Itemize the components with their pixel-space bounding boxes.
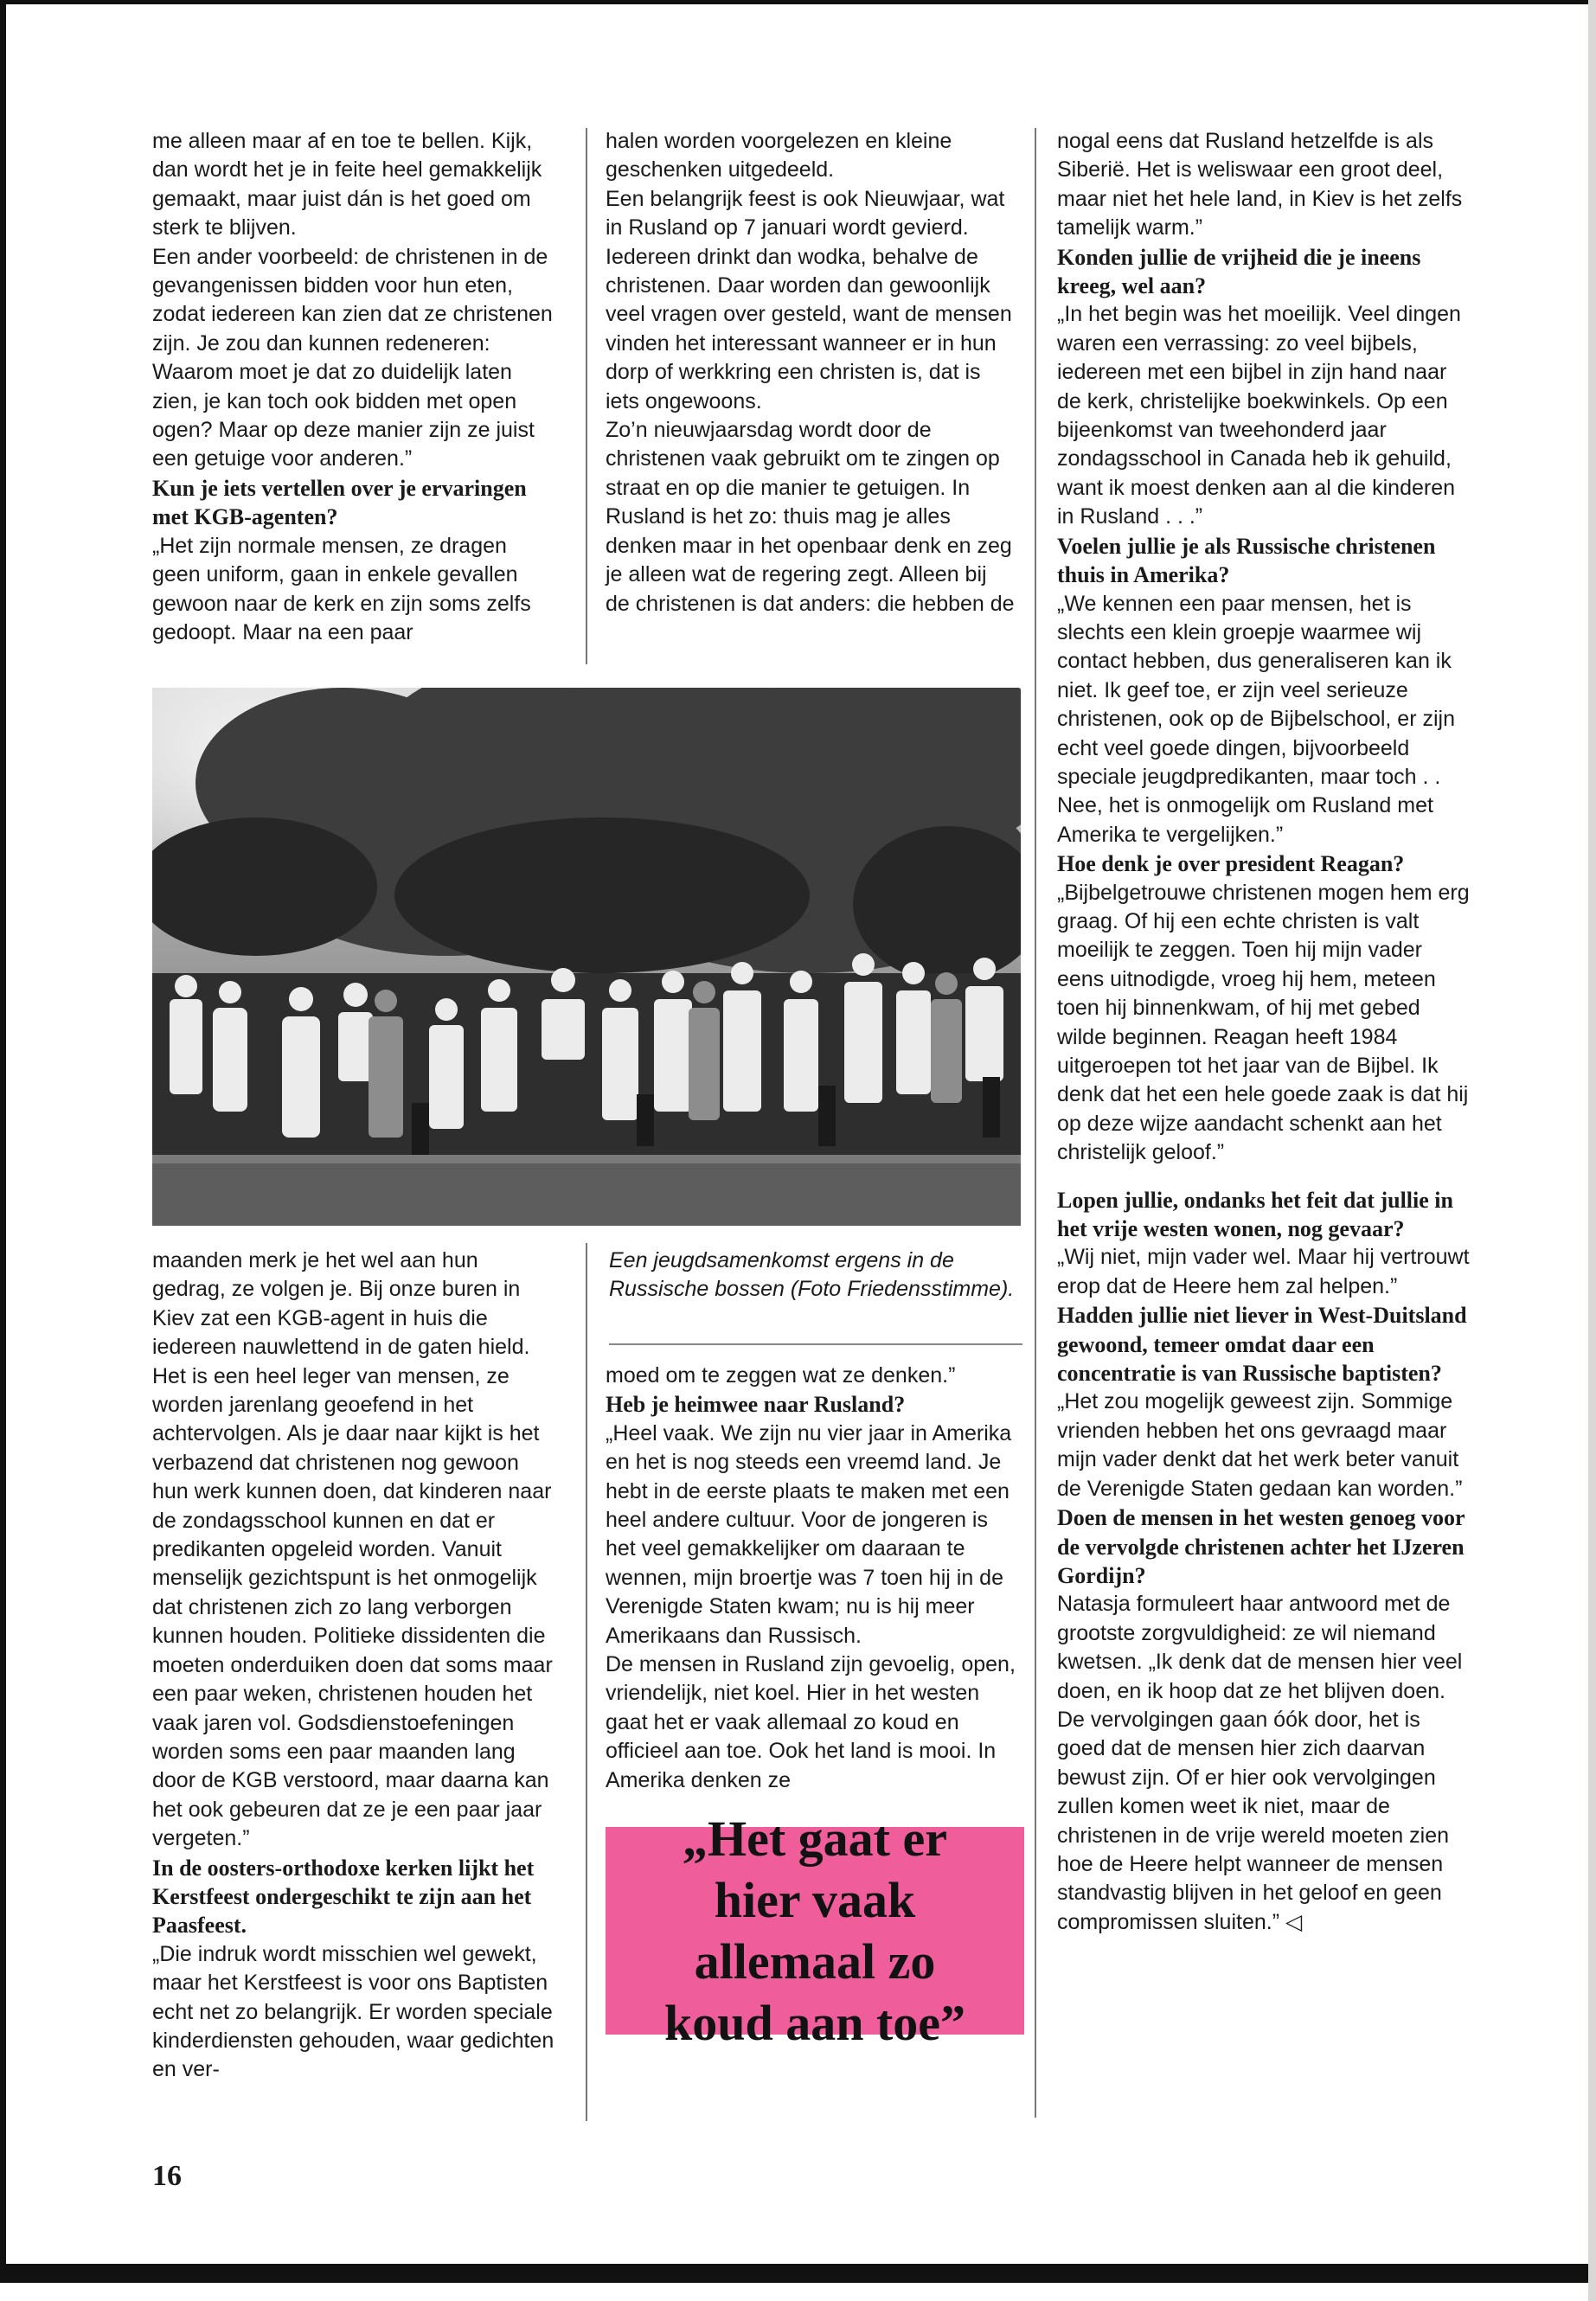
body-paragraph: Zo’n nieuwjaarsdag wordt door de christenen vaak gebruikt om te zingen op straat en op die manier te getuigen. In Rusland is het zo: thuis mag je alles denken maar in het openbaar denk en zeg je alleen wat de regering zegt. Alleen bij de christenen is dat anders: die hebben de [606, 418, 1015, 616]
column-divider-2 [1035, 128, 1036, 2118]
body-paragraph: halen worden voorgelezen en kleine geschenken uitgedeeld. [606, 129, 952, 183]
column-1-bottom [152, 1247, 557, 2085]
body-paragraph: Een ander voorbeeld: de christenen in de gevangenissen bidden voor hun eten, zodat iedereen kan zien dat ze christenen zijn. Je zou dan kunnen redeneren: Waarom moet je dat zo duidelijk laten zien, je kan toch ook bidden met open ogen? Maar op deze manier zijn ze juist een getuige voor anderen.” [152, 244, 553, 471]
page-edge [1588, 0, 1596, 2301]
body-paragraph: „We kennen een paar mensen, het is slechts een klein groepje waarmee wij contact hebben, dus generaliseren kan ik niet. Ik geef toe, er zijn veel serieuze christenen, ook op de Bijbelschool, er zijn echt veel goede dingen, bijvoorbeeld speciale jeugdpredikanten, maar toch . . Nee, het is onmogelijk om Rusland met Amerika te vergelijken.” [1057, 591, 1455, 847]
interview-question: Kun je iets vertellen over je ervaringen met KGB-agenten? [152, 475, 527, 530]
page-number: 16 [152, 2160, 182, 2192]
interview-question: Konden jullie de vrijheid die je ineens kreeg, wel aan? [1057, 244, 1421, 299]
body-paragraph: „Die indruk wordt misschien wel gewekt, maar het Kerstfeest is voor ons Baptisten echt net zo belangrijk. Er worden speciale kinderdiensten gehouden, waar gedichten en ver- [152, 1941, 554, 2082]
interview-question: Heb je heimwee naar Rusland? [606, 1392, 906, 1418]
interview-question: Doen de mensen in het westen genoeg voor de vervolgde christenen achter het IJzeren Gordijn? [1057, 1505, 1465, 1588]
body-paragraph: Natasja formuleert haar antwoord met de grootste zorgvuldigheid: ze wil niemand kwetsen. „Ik denk dat de mensen hier veel doen, en ik hoop dat ze het blijven doen. De vervolgingen gaan óók door, het is goed dat de mensen hier zich daarvan bewust zijn. Of er hier ook vervolgingen zullen komen weet ik niet, maar de christenen in de vrije wereld moeten zien hoe de Heere helpt wanneer de mensen standvastig blijven in het geloof en geen compromissen sluiten.” ◁ [1057, 1592, 1463, 1934]
section-gap [1057, 1168, 1471, 1186]
body-paragraph: „Wij niet, mijn vader wel. Maar hij vertrouwt erop dat de Heere hem zal helpen.” [1057, 1245, 1470, 1298]
photo-caption: Een jeugdsamenkomst ergens in de Russische bossen (Foto Friedensstimme). [609, 1248, 1015, 1302]
column-3 [1057, 127, 1471, 1937]
body-paragraph: „Bijbelgetrouwe christenen mogen hem erg graag. Of hij een echte christen is valt moeilijk te zeggen. Toen hij mijn vader eens uitnodigde, vroeg hij hem, meteen toen hij binnenkwam, of hij met gebed wilde beginnen. Reagan heeft 1984 uitgeroepen tot het jaar van de Bijbel. Ik denk dat het een hele goede zaak is dat hij op deze wijze aandacht schenkt aan het christelijk geloof.” [1057, 880, 1470, 1165]
body-paragraph: „Het zijn normale mensen, ze dragen geen uniform, gaan in enkele gevallen gewoon naar de kerk en zijn soms zelfs gedoopt. Maar na een paar [152, 533, 531, 644]
crowd [152, 953, 1021, 1155]
forest-gathering-photo [152, 688, 1021, 1226]
body-paragraph: „In het begin was het moeilijk. Veel dingen waren een verrassing: zo veel bijbels, iedereen met een bijbel in zijn hand naar de kerk, christelijke boekwinkels. Op een bijeenkomst van tweehonderd jaar zondagsschool in Canada heb ik gehuild, want ik moest denken aan al die kinderen in Rusland . . .” [1057, 302, 1461, 529]
interview-question: Voelen jullie je als Russische christenen thuis in Amerika? [1057, 533, 1436, 588]
column-1-top [152, 127, 557, 647]
column-2-top [606, 127, 1016, 619]
photo-youth-gathering [152, 688, 1021, 1226]
pull-quote: „Het gaat er hier vaak allemaal zo koud aan toe” [663, 1811, 966, 2051]
body-paragraph: nogal eens dat Rusland hetzelfde is als Siberië. Het is weliswaar een groot deel, maar niet het hele land, in Kiev is het zelfs tamelijk warm.” [1057, 129, 1463, 240]
interview-question: Hadden jullie niet liever in West-Duitsland gewoond, temeer omdat daar een concentratie is van Russische baptisten? [1057, 1303, 1467, 1387]
body-paragraph: „Heel vaak. We zijn nu vier jaar in Amerika en het is nog steeds een vreemd land. Je hebt in de eerste plaats te maken met een heel andere cultuur. Voor de jongeren is het veel gemakkelijker om daaraan te wennen, mijn broertje was 7 toen hij in de Verenigde Staten kwam; nu is hij meer Amerikaans dan Russisch. [606, 1420, 1012, 1648]
column-divider-1-top [586, 128, 587, 664]
pull-quote-box [606, 1811, 1024, 2051]
body-paragraph: Een belangrijk feest is ook Nieuwjaar, wat in Rusland op 7 januari wordt gevierd. Iedereen drinkt dan wodka, behalve de christenen. Daar worden dan gewoonlijk veel vragen over gesteld, want de mensen vinden het interessant wanneer er in hun dorp of werkkring een christen is, dat is iets ongewoons. [606, 186, 1012, 413]
column-divider-1-bottom [586, 1243, 587, 2121]
body-paragraph: maanden merk je het wel aan hun gedrag, ze volgen je. Bij onze buren in Kiev zat een KGB-agent in huis die iedereen nauwlettend in de gaten hield. Het is een heel leger van mensen, ze worden jarenlang geoefend in het achtervolgen. Als je daar naar kijkt is het verbazend dat christenen nog gewoon hun werk kunnen doen, dat kinderen naar de zondagsschool kunnen en dat er predikanten opgeleid worden. Vanuit menselijk gezichtspunt is het onmogelijk dat christenen zich zo lang verborgen kunnen houden. Politieke dissidenten die moeten onderduiken doen dat soms maar een paar weken, christenen houden het vaak jaren vol. Godsdienstoefeningen worden soms een paar maanden lang door de KGB verstoord, maar daarna kan het ook gebeuren dat ze je een paar jaar vergeten.” [152, 1248, 553, 1851]
interview-question: In de oosters-orthodoxe kerken lijkt het Kerstfeest ondergeschikt te zijn aan het Paasfeest. [152, 1855, 535, 1939]
body-paragraph: De mensen in Rusland zijn gevoelig, open, vriendelijk, niet koel. Hier in het westen gaat het er vaak allemaal zo koud en officieel aan toe. Ook het land is mooi. In Amerika denken ze [606, 1652, 1016, 1792]
interview-question: Lopen jullie, ondanks het feit dat jullie in het vrije westen wonen, nog gevaar? [1057, 1187, 1453, 1242]
body-paragraph: „Het zou mogelijk geweest zijn. Sommige vrienden hebben het ons gevraagd maar mijn vader denkt dat het werk beter vanuit de Verenigde Staten gedaan kan worden.” [1057, 1389, 1463, 1501]
column-2-bottom [606, 1362, 1016, 1795]
interview-question: Hoe denk je over president Reagan? [1057, 851, 1405, 877]
body-paragraph: me alleen maar af en toe te bellen. Kijk, dan wordt het je in feite heel gemakkelijk gemaakt, maar juist dán is het goed om sterk te blijven. [152, 129, 542, 240]
body-paragraph: moed om te zeggen wat ze denken.” [606, 1363, 956, 1388]
caption-rule [609, 1343, 1022, 1345]
